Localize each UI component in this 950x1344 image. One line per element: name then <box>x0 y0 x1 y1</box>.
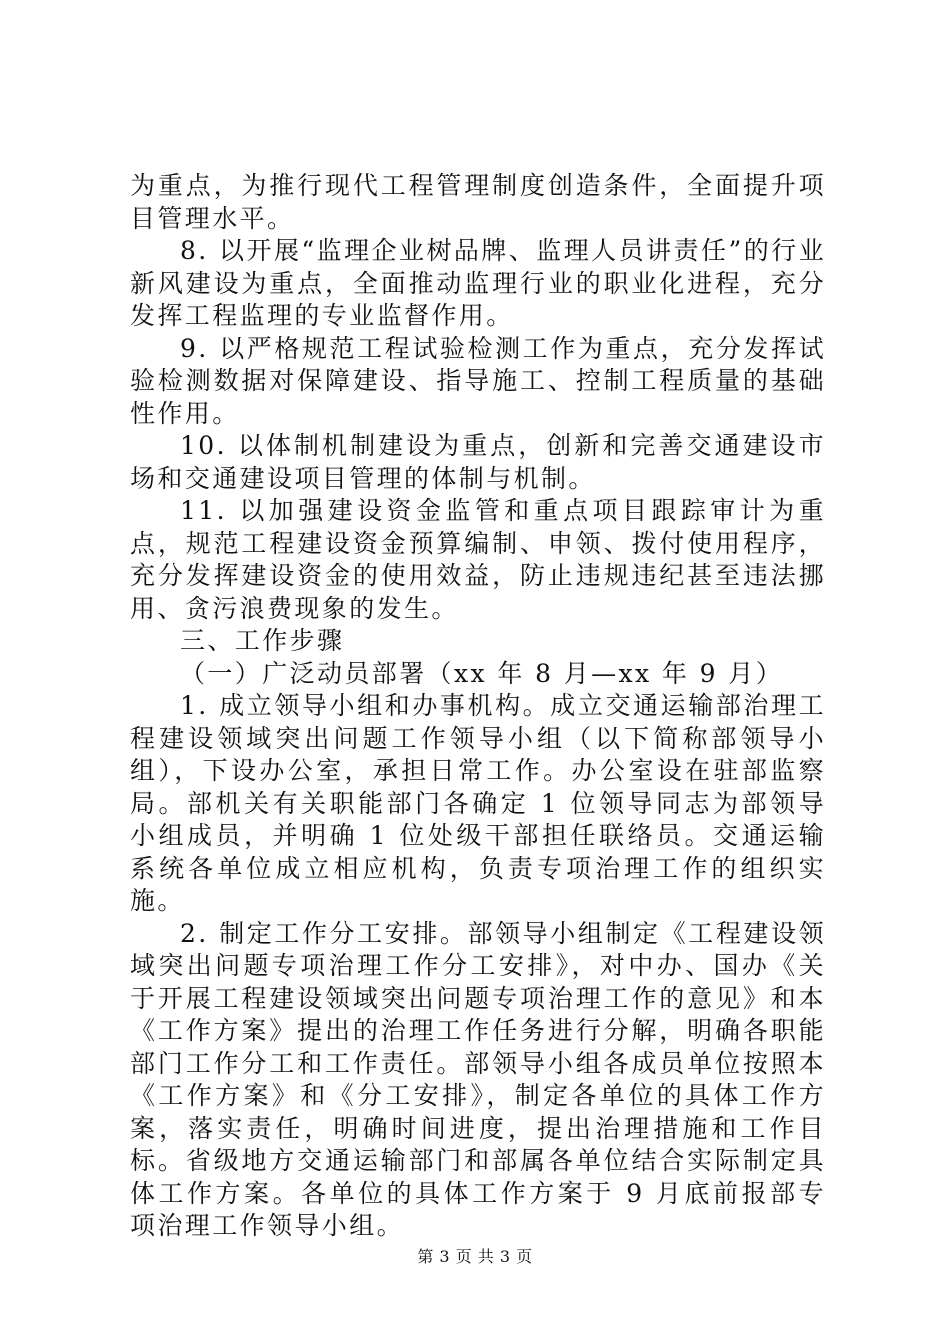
page-footer: 第 3 页 共 3 页 <box>417 1247 533 1266</box>
subsection-heading-mobilization: （一）广泛动员部署（xx 年 8 月—xx 年 9 月） <box>180 658 784 688</box>
paragraph-item-10: 10. 以体制机制建设为重点，创新和完善交通建设市场和交通建设项目管理的体制与机制。 <box>130 431 826 493</box>
paragraph-continuation: 为重点，为推行现代工程管理制度创造条件，全面提升项目管理水平。 <box>130 171 826 233</box>
document-body <box>130 170 826 1243</box>
paragraph-step-2: 2. 制定工作分工安排。部领导小组制定《工程建设领域突出问题专项治理工作分工安排》，对中办、国办《关于开展工程建设领域突出问题专项治理工作的意见》和本《工作方案》提出的治理工作任务进行分解，明确各职能部门工作分工和工作责任。部领导小组各成员单位按照本《工作方案》和《分工安排》，制定各单位的具体工作方案，落实责任，明确时间进度，提出治理措施和工作目标。省级地方交通运输部门和部属各单位结合实际制定具体工作方案。各单位的具体工作方案于 9 月底前报部专项治理工作领导小组。 <box>130 918 826 1240</box>
paragraph-item-11: 11. 以加强建设资金监管和重点项目跟踪审计为重点，规范工程建设资金预算编制、申领、拨付使用程序，充分发挥建设资金的使用效益，防止违规违纪甚至违法挪用、贪污浪费现象的发生。 <box>130 496 826 623</box>
paragraph-item-9: 9. 以严格规范工程试验检测工作为重点，充分发挥试验检测数据对保障建设、指导施工、控制工程质量的基础性作用。 <box>130 333 826 428</box>
paragraph-step-1: 1. 成立领导小组和办事机构。成立交通运输部治理工程建设领域突出问题工作领导小组（以下简称部领导小组），下设办公室，承担日常工作。办公室设在驻部监察局。部机关有关职能部门各确定 1 位领导同志为部领导小组成员，并明确 1 位处级干部担任联络员。交通运输系统各单位成立相应机构，负责专项治理工作的组织实施。 <box>130 691 826 915</box>
paragraph-item-8: 8. 以开展“监理企业树品牌、监理人员讲责任”的行业新风建设为重点，全面推动监理行业的职业化进程，充分发挥工程监理的专业监督作用。 <box>130 236 826 330</box>
section-heading-work-steps: 三、工作步骤 <box>180 626 345 655</box>
